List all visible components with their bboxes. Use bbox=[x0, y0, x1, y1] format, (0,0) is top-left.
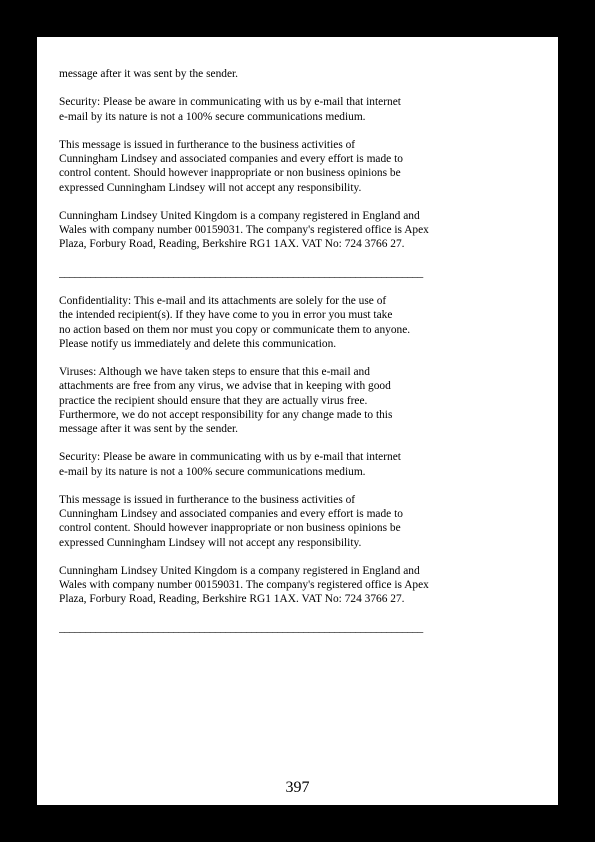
virus-notice: Viruses: Although we have taken steps to ensure that this e-mail and attachments are free from any virus, we advise that in keeping with good practice the recipient should ensure that they are actually virus free. Furthermore, we do not accept responsibility for any change made to this message after it was sent by the sender. bbox=[59, 366, 393, 435]
document-body bbox=[59, 67, 499, 649]
security-notice: Security: Please be aware in communicating with us by e-mail that internet e-mail by its nature is not a 100% secure communications medium. bbox=[59, 451, 401, 478]
company-registration-notice: Cunningham Lindsey United Kingdom is a company registered in England and Wales with company number 00159031. The company's registered office is Apex Plaza, Forbury Road, Reading, Berkshire RG1 1AX. VAT No: 724 3766 27. bbox=[59, 209, 429, 251]
responsibility-notice: This message is issued in furtherance to the business activities of Cunningham Lindsey and associated companies and every effort is made to control content. Should however inappropriate or non business opinions be expressed Cunningham Lindsey will not accept any responsibility. bbox=[59, 493, 403, 549]
company-registration-notice: Cunningham Lindsey United Kingdom is a company registered in England and Wales with company number 00159031. The company's registered office is Apex Plaza, Forbury Road, Reading, Berkshire RG1 1AX. VAT No: 724 3766 27. bbox=[59, 564, 429, 606]
confidentiality-notice: Confidentiality: This e-mail and its attachments are solely for the use of the intended recipient(s). If they have come to you in error you must take no action based on them nor must you copy or communicate them to anyone. Please notify us immediately and delete this communication. bbox=[59, 295, 411, 350]
security-notice: Security: Please be aware in communicating with us by e-mail that internet e-mail by its nature is not a 100% secure communications medium. bbox=[59, 96, 401, 123]
document-page bbox=[37, 37, 558, 805]
separator-line: ______________________________________________________________________ bbox=[59, 266, 423, 279]
responsibility-notice: This message is issued in furtherance to the business activities of Cunningham Lindsey and associated companies and every effort is made to control content. Should however inappropriate or non business opinions be expressed Cunningham Lindsey will not accept any responsibility. bbox=[59, 138, 403, 194]
page-number: 397 bbox=[285, 779, 310, 796]
separator-line: ______________________________________________________________________ bbox=[59, 621, 423, 634]
sender-note-fragment: message after it was sent by the sender. bbox=[59, 68, 239, 80]
